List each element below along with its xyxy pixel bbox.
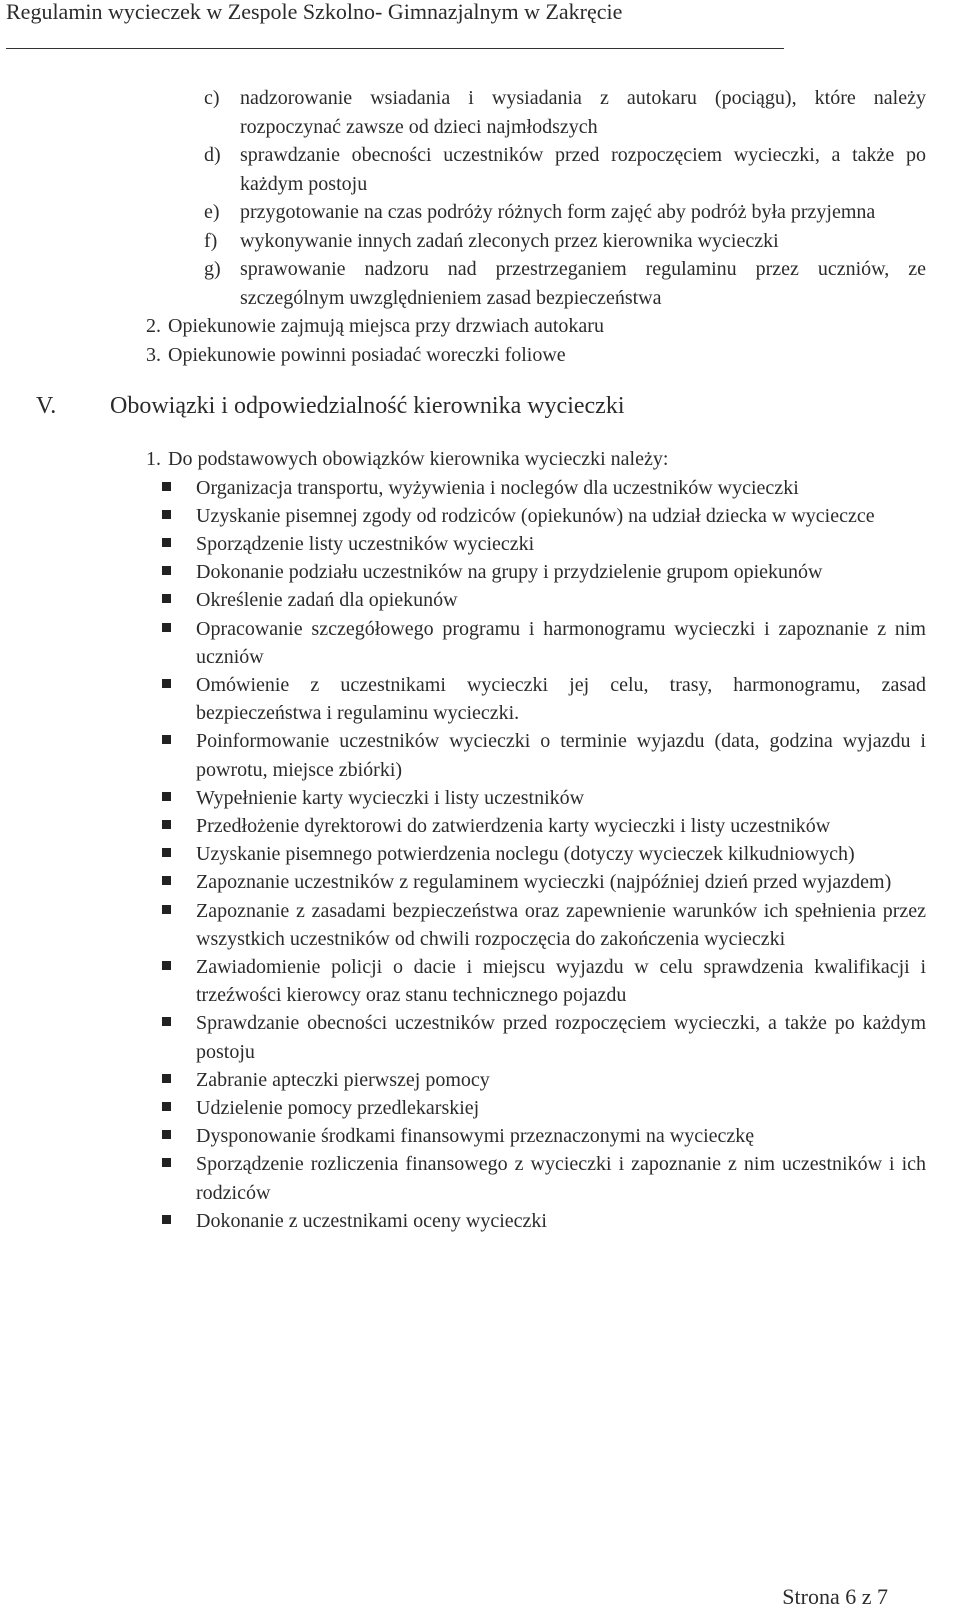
list-marker: 3. — [146, 343, 161, 366]
bullet-item-text: Opracowanie szczegółowego programu i harmonogramu wycieczki i zapoznanie z nim uczniów — [196, 617, 926, 668]
bullet-square-icon — [160, 897, 196, 953]
bullet-square-icon — [160, 953, 196, 1009]
bullet-item — [160, 474, 926, 502]
bullet-square-icon — [160, 1094, 196, 1122]
bullet-item-text: Sporządzenie rozliczenia finansowego z wycieczki i zapoznanie z nim uczestników i ich rodziców — [196, 1153, 926, 1204]
bullet-square-icon — [160, 502, 196, 530]
list-item — [204, 141, 926, 198]
bullet-item-text: Zabranie apteczki pierwszej pomocy — [196, 1068, 490, 1091]
section-number: V. — [36, 393, 57, 419]
bullet-square-icon — [160, 727, 196, 783]
list-item-text: sprawowanie nadzoru nad przestrzeganiem regulaminu przez uczniów, ze szczególnym uwzględnieniem zasad bezpieczeństwa — [240, 258, 926, 309]
bullet-item-text: Udzielenie pomocy przedlekarskiej — [196, 1096, 480, 1119]
bullet-list — [160, 474, 926, 1235]
bullet-item — [160, 1150, 926, 1206]
bullet-item — [160, 1207, 926, 1235]
bullet-item — [160, 784, 926, 812]
bullet-item — [160, 586, 926, 614]
list-marker: g) — [204, 258, 221, 280]
bullet-item — [160, 953, 926, 1009]
list-marker: e) — [204, 201, 220, 223]
list-item-text: przygotowanie na czas podróży różnych form zajęć aby podróż była przyjemna — [240, 201, 876, 223]
bullet-item — [160, 840, 926, 868]
bullet-item-text: Dokonanie z uczestnikami oceny wycieczki — [196, 1209, 547, 1232]
list-marker: c) — [204, 87, 220, 109]
numbered-list — [0, 312, 960, 369]
alpha-list — [0, 84, 960, 312]
list-item-text: Opiekunowie powinni posiadać woreczki foliowe — [168, 343, 566, 366]
bullet-square-icon — [160, 1122, 196, 1150]
bullet-square-icon — [160, 615, 196, 671]
bullet-item-text: Organizacja transportu, wyżywienia i noclegów dla uczestników wycieczki — [196, 476, 799, 499]
bullet-item-text: Zawiadomienie policji o dacie i miejscu wyjazdu w celu sprawdzenia kwalifikacji i trzeźwości kierowcy oraz stanu technicznego pojazdu — [196, 955, 926, 1007]
bullet-item-text: Uzyskanie pisemnej zgody od rodziców (opiekunów) na udział dziecka w wycieczce — [196, 504, 875, 527]
bullet-item — [160, 530, 926, 558]
bullet-item — [160, 1066, 926, 1094]
bullet-square-icon — [160, 474, 196, 502]
bullet-square-icon — [160, 840, 196, 868]
bullet-item-text: Dysponowanie środkami finansowymi przeznaczonymi na wycieczkę — [196, 1125, 755, 1148]
bullet-square-icon — [160, 1009, 196, 1065]
bullet-square-icon — [160, 1150, 196, 1206]
header-divider — [6, 48, 784, 49]
bullet-item-text: Omówienie z uczestnikami wycieczki jej celu, trasy, harmonogramu, zasad bezpieczeństwa i regulaminu wycieczki. — [196, 673, 926, 725]
section-heading — [36, 391, 960, 421]
bullet-item-text: Przedłożenie dyrektorowi do zatwierdzenia karty wycieczki i listy uczestników — [196, 814, 831, 837]
bullet-square-icon — [160, 812, 196, 840]
bullet-item-text: Zapoznanie z zasadami bezpieczeństwa oraz zapewnienie warunków ich spełnienia przez wszystkich uczestników od chwili rozpoczęcia do zakończenia wycieczki — [196, 899, 926, 950]
document-body — [0, 84, 960, 1235]
bullet-item-text: Wypełnienie karty wycieczki i listy uczestników — [196, 786, 585, 809]
bullet-item-text: Zapoznanie uczestników z regulaminem wycieczki (najpóźniej dzień przed wyjazdem) — [196, 871, 892, 894]
list-marker: 2. — [146, 315, 161, 337]
list-item — [146, 312, 926, 341]
bullet-square-icon — [160, 1066, 196, 1094]
list-marker: 1. — [146, 448, 161, 470]
bullet-item — [160, 1122, 926, 1150]
bullet-square-icon — [160, 1207, 196, 1235]
bullet-square-icon — [160, 784, 196, 812]
bullet-item — [160, 812, 926, 840]
list-item-text: nadzorowanie wsiadania i wysiadania z autokaru (pociągu), które należy rozpoczynać zawsze od dzieci najmłodszych — [240, 87, 926, 138]
list-item — [146, 341, 926, 370]
bullet-item — [160, 1094, 926, 1122]
list-item-text: wykonywanie innych zadań zleconych przez kierownika wycieczki — [240, 229, 779, 252]
bullet-item — [160, 558, 926, 586]
list-item — [204, 255, 926, 312]
bullet-item-text: Sprawdzanie obecności uczestników przed rozpoczęciem wycieczki, a także po każdym postoju — [196, 1012, 926, 1063]
bullet-item — [160, 868, 926, 896]
bullet-item — [160, 727, 926, 783]
list-marker: d) — [204, 144, 221, 166]
bullet-item — [160, 897, 926, 953]
bullet-item-text: Uzyskanie pisemnego potwierdzenia noclegu (dotyczy wycieczek kilkudniowych) — [196, 843, 855, 866]
bullet-square-icon — [160, 586, 196, 614]
section-intro-text: Do podstawowych obowiązków kierownika wycieczki należy: — [168, 448, 669, 470]
list-item — [204, 84, 926, 141]
bullet-item-text: Dokonanie podziału uczestników na grupy i przydzielenie grupom opiekunów — [196, 561, 823, 584]
list-item-text: sprawdzanie obecności uczestników przed rozpoczęciem wycieczki, a także po każdym postoju — [240, 144, 926, 195]
document-header: Regulamin wycieczek w Zespole Szkolno- Gimnazjalnym w Zakręcie — [6, 0, 623, 24]
list-item-text: Opiekunowie zajmują miejsca przy drzwiach autokaru — [168, 315, 604, 337]
bullet-square-icon — [160, 558, 196, 586]
section-title: Obowiązki i odpowiedzialność kierownika wycieczki — [110, 393, 625, 419]
bullet-item — [160, 502, 926, 530]
bullet-square-icon — [160, 530, 196, 558]
page-number: Strona 6 z 7 — [782, 1584, 888, 1609]
bullet-item — [160, 615, 926, 671]
list-marker: f) — [204, 229, 218, 252]
bullet-square-icon — [160, 868, 196, 896]
list-item — [204, 227, 926, 256]
bullet-item — [160, 1009, 926, 1065]
section-intro — [146, 445, 926, 474]
bullet-item-text: Poinformowanie uczestników wycieczki o terminie wyjazdu (data, godzina wyjazdu i powrotu, miejsce zbiórki) — [196, 730, 926, 781]
bullet-item-text: Sporządzenie listy uczestników wycieczki — [196, 532, 535, 555]
bullet-square-icon — [160, 671, 196, 727]
bullet-item — [160, 671, 926, 727]
bullet-item-text: Określenie zadań dla opiekunów — [196, 589, 458, 612]
list-item — [204, 198, 926, 227]
